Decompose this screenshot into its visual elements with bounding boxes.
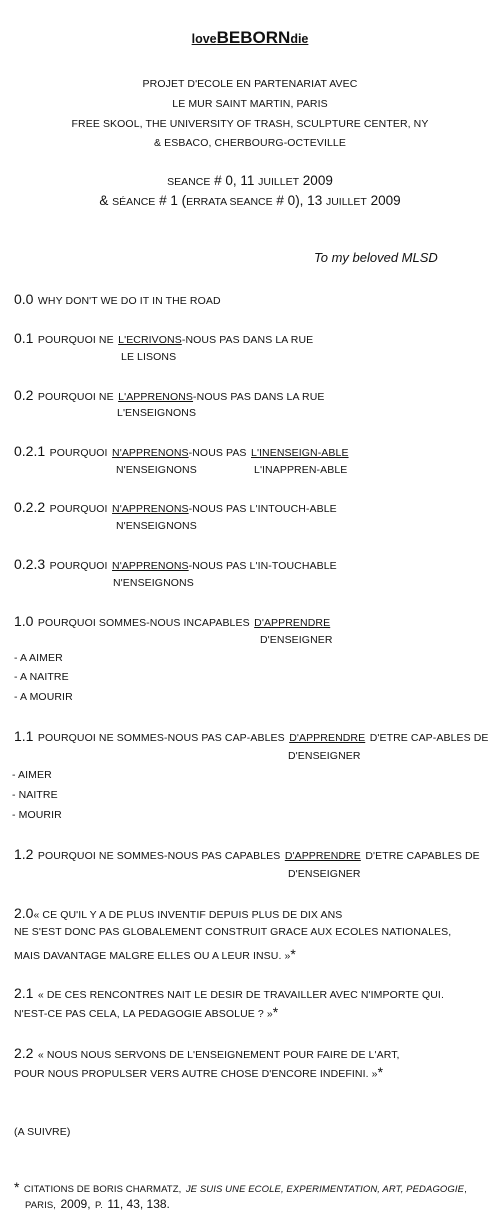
seance-2-label: SÉANCE <box>112 196 156 208</box>
to-be-continued: (A SUIVRE) <box>14 1126 71 1138</box>
seance-2-year: 2009 <box>370 193 401 208</box>
seance-2-number: # 1 ( <box>159 193 187 208</box>
section-0-2-3 <box>14 556 337 574</box>
section-text: POURQUOI NE <box>37 334 114 346</box>
section-0-2-2 <box>14 499 337 517</box>
seance-2-amp: & <box>99 193 113 208</box>
section-text: -NOUS PAS DANS LA RUE <box>181 334 314 346</box>
section-2-1 <box>14 985 444 1003</box>
section-number: 0.2.3 <box>14 556 46 572</box>
section-number: 1.1 <box>14 728 34 744</box>
section-number: 1.2 <box>14 846 34 862</box>
section-number: 0.2.2 <box>14 499 46 515</box>
section-text: POURQUOI NE SOMMES-NOUS PAS CAP-ABLES <box>37 732 285 744</box>
underlined-verb: N'APPRENONS <box>112 560 189 572</box>
section-0-2-1-sub2: L'INAPPREN-ABLE <box>254 464 348 476</box>
seance-line-2 <box>0 193 500 208</box>
project-line-4: & ESBACO, CHERBOURG-OCTEVILLE <box>154 137 346 149</box>
quote-line: « NOUS NOUS SERVONS DE L'ENSEIGNEMENT POUR FAIRE DE L'ART, <box>37 1049 400 1061</box>
footnote-marker: * <box>272 1004 279 1020</box>
seance-1-label: SEANCE <box>167 176 211 188</box>
list-item: - A MOURIR <box>14 691 73 703</box>
footnote-pages-label: P. <box>94 1200 103 1211</box>
footnote-text: CITATIONS DE BORIS CHARMATZ, <box>23 1184 182 1195</box>
list-item: - A NAITRE <box>14 671 69 683</box>
section-text: D'ETRE CAPABLES DE <box>365 850 480 862</box>
section-0-2-1 <box>14 443 349 461</box>
section-text: POURQUOI <box>49 560 108 572</box>
section-text: POURQUOI <box>49 447 108 459</box>
title-prefix: love <box>191 32 217 46</box>
section-0-0 <box>14 291 221 309</box>
quote-line <box>14 1064 383 1080</box>
section-1-1-sub: D'ENSEIGNER <box>288 750 361 762</box>
section-1-2-sub: D'ENSEIGNER <box>288 868 361 880</box>
footnote-line-2 <box>25 1195 170 1213</box>
seance-2-date: # 0), 13 <box>276 193 323 208</box>
seance-1-year: 2009 <box>302 173 333 188</box>
section-1-1 <box>14 728 489 746</box>
quote-text: MAIS DAVANTAGE MALGRE ELLES OU A LEUR INSU. » <box>14 950 291 962</box>
section-0-2-1-sub: N'ENSEIGNONS <box>116 464 197 476</box>
seance-2-month: JUILLET <box>325 196 367 208</box>
footnote-marker: * <box>290 946 296 962</box>
footnote-marker: * <box>14 1179 20 1195</box>
underlined-verb: D'APPRENDRE <box>289 732 366 744</box>
section-number: 0.0 <box>14 291 34 307</box>
underlined-verb: D'APPRENDRE <box>284 850 361 862</box>
section-0-1 <box>14 330 313 348</box>
section-number: 2.1 <box>14 985 34 1001</box>
quote-line <box>14 1004 278 1020</box>
section-1-0-sub: D'ENSEIGNER <box>260 634 333 646</box>
footnote-pages: 11, 43, 138. <box>107 1197 170 1211</box>
section-text: D'ETRE CAP-ABLES DE <box>369 732 489 744</box>
underlined-verb: N'APPRENONS <box>112 447 189 459</box>
section-text: POURQUOI NE SOMMES-NOUS PAS CAPABLES <box>37 850 281 862</box>
footnote-book-title: JE SUIS UNE ECOLE, EXPERIMENTATION, ART, PEDAGOGIE <box>185 1184 465 1195</box>
section-0-2-3-sub: N'ENSEIGNONS <box>113 577 194 589</box>
underlined-object: L'INENSEIGN-ABLE <box>251 447 349 459</box>
section-text: -NOUS PAS DANS LA RUE <box>193 391 325 403</box>
quote-line <box>14 946 296 962</box>
underlined-verb: L'APPRENONS <box>118 391 194 403</box>
footnote-text: , <box>464 1184 467 1195</box>
section-number: 1.0 <box>14 613 34 629</box>
section-text: POURQUOI SOMMES-NOUS INCAPABLES <box>37 617 250 629</box>
footnote-year: 2009, <box>60 1197 91 1211</box>
section-text: POURQUOI NE <box>37 391 114 403</box>
section-number: 0.2.1 <box>14 443 46 459</box>
quote-text: N'EST-CE PAS CELA, LA PEDAGOGIE ABSOLUE ? » <box>14 1008 273 1020</box>
list-item: - MOURIR <box>12 809 62 821</box>
section-text: -NOUS PAS L'INTOUCH-ABLE <box>188 503 337 515</box>
section-number: 2.0 <box>14 905 34 921</box>
list-item: - AIMER <box>12 769 52 781</box>
quote-line: « DE CES RENCONTRES NAIT LE DESIR DE TRAVAILLER AVEC N'IMPORTE QUI. <box>37 989 444 1001</box>
section-0-1-sub: LE LISONS <box>121 351 177 363</box>
section-0-2-sub: L'ENSEIGNONS <box>117 407 197 419</box>
underlined-verb: D'APPRENDRE <box>254 617 331 629</box>
section-text: -NOUS PAS <box>188 447 247 459</box>
section-number: 2.2 <box>14 1045 34 1061</box>
project-line-2: LE MUR SAINT MARTIN, PARIS <box>172 98 328 110</box>
list-item: - A AIMER <box>14 652 63 664</box>
seance-2-errata: ERRATA SEANCE <box>186 196 273 208</box>
section-text: POURQUOI <box>49 503 108 515</box>
section-0-2-2-sub: N'ENSEIGNONS <box>116 520 197 532</box>
quote-text: POUR NOUS PROPULSER VERS AUTRE CHOSE D'ENCORE INDEFINI. » <box>14 1068 378 1080</box>
seance-line-1 <box>0 173 500 188</box>
section-2-0 <box>14 905 342 923</box>
section-text: -NOUS PAS L'IN-TOUCHABLE <box>188 560 337 572</box>
section-number: 0.2 <box>14 387 34 403</box>
section-text: WHY DON'T WE DO IT IN THE ROAD <box>37 295 221 307</box>
page-title <box>0 28 500 48</box>
list-item: - NAITRE <box>12 789 58 801</box>
underlined-verb: L'ECRIVONS <box>118 334 182 346</box>
title-text <box>191 28 309 47</box>
underlined-verb: N'APPRENONS <box>112 503 189 515</box>
seance-1-month: JUILLET <box>258 176 300 188</box>
project-line-1: PROJET D'ECOLE EN PARTENARIAT AVEC <box>142 78 358 90</box>
quote-line: NE S'EST DONC PAS GLOBALEMENT CONSTRUIT GRACE AUX ECOLES NATIONALES, <box>14 926 452 938</box>
title-suffix: die <box>290 32 309 46</box>
section-number: 0.1 <box>14 330 34 346</box>
section-1-0 <box>14 613 330 631</box>
seance-1-number: # 0, 11 <box>214 173 255 188</box>
footnote-marker: * <box>377 1064 384 1080</box>
dedication: To my beloved MLSD <box>314 250 438 265</box>
title-main: BEBORN <box>216 28 291 47</box>
quote-line: « CE QU'IL Y A DE PLUS INVENTIF DEPUIS PLUS DE DIX ANS <box>33 909 343 921</box>
footnote-city: PARIS, <box>25 1200 57 1211</box>
section-1-2 <box>14 846 480 864</box>
project-line-3: FREE SKOOL, THE UNIVERSITY OF TRASH, SCULPTURE CENTER, NY <box>71 118 429 130</box>
section-2-2 <box>14 1045 400 1063</box>
section-0-2 <box>14 387 324 405</box>
